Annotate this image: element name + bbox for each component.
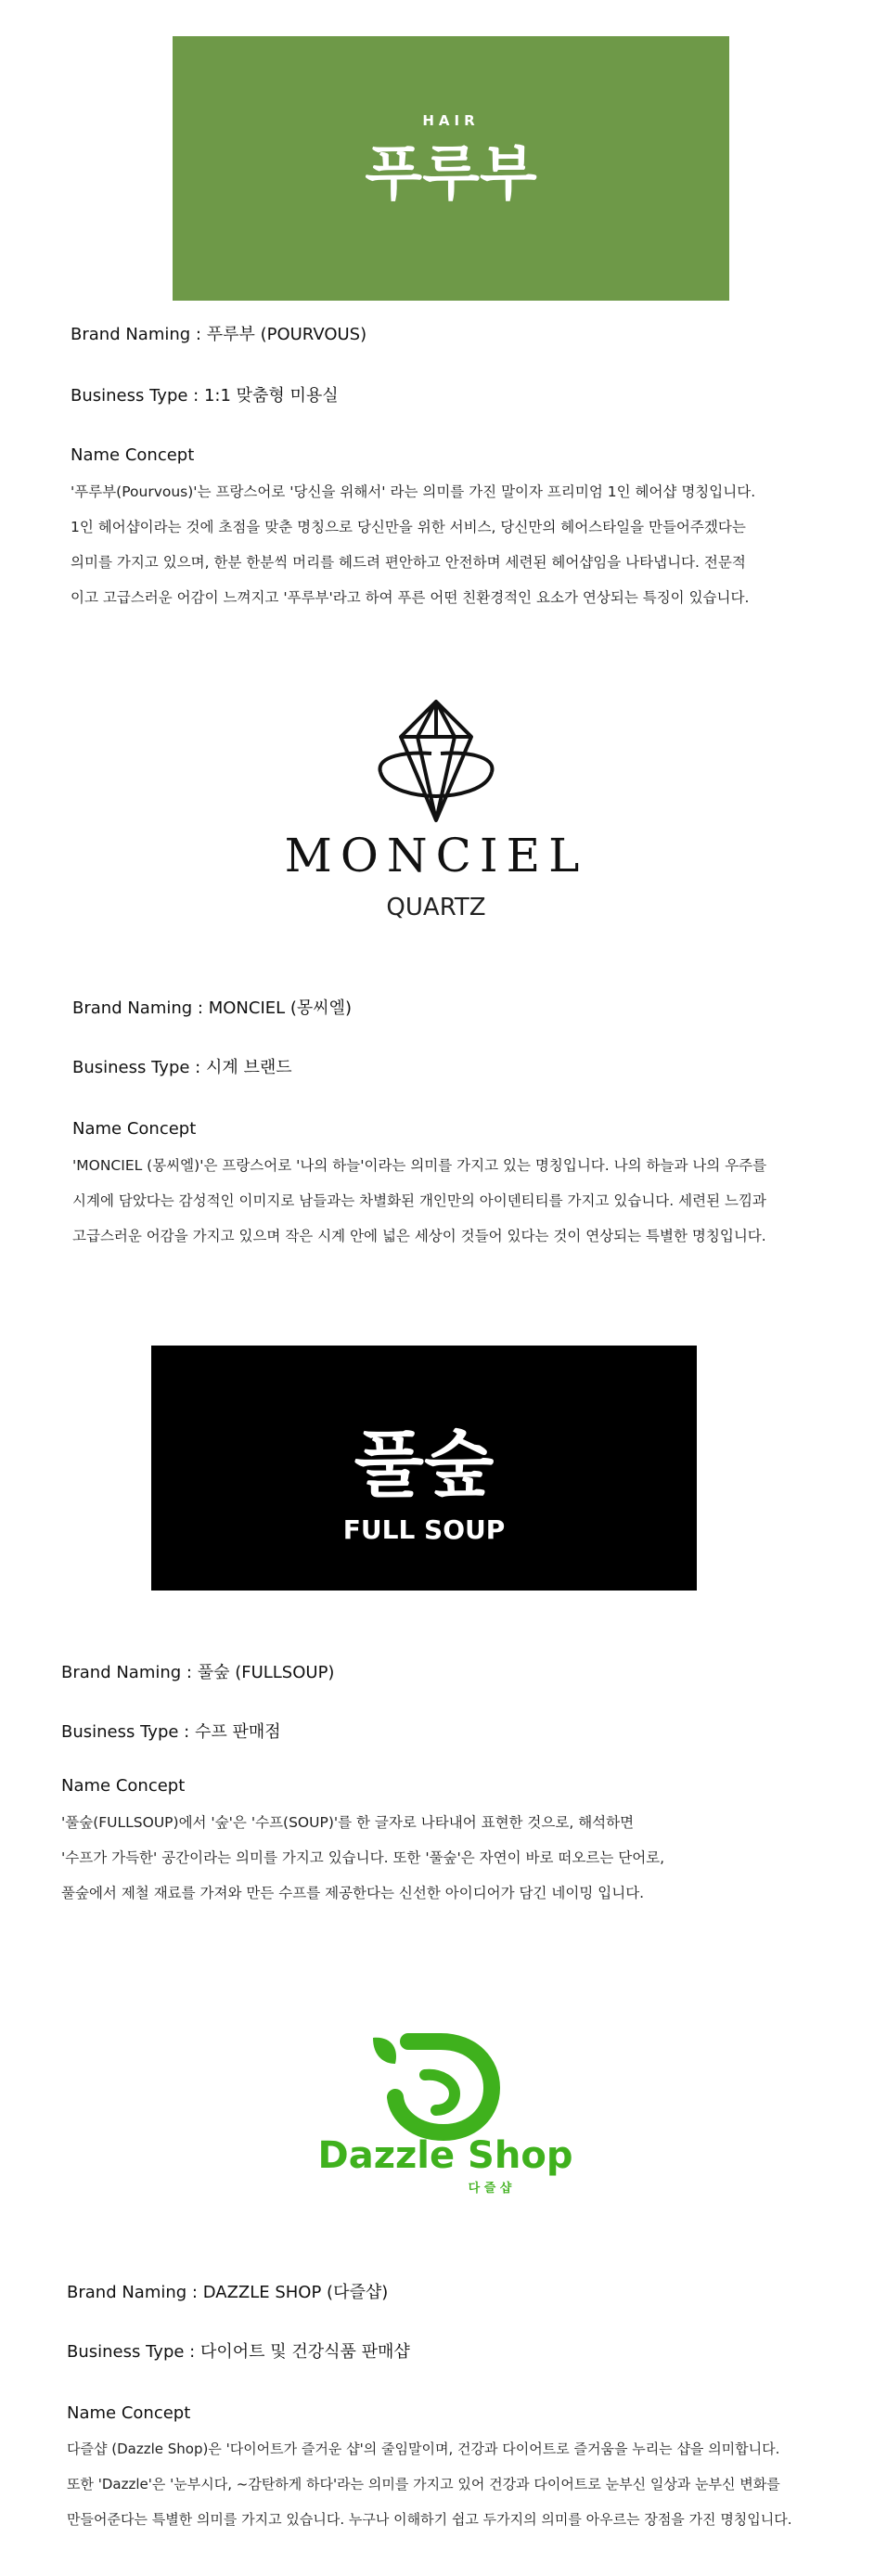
- fullsoup-logo-graphic: [151, 1346, 697, 1591]
- pourvous-concept-line: 1인 헤어샵이라는 것에 초점을 맞춘 명칭으로 당신만을 위한 서비스, 당신만의 헤어스타일을 만들어주겠다는: [71, 519, 746, 535]
- fullsoup-brand-naming: Brand Naming : 풀숲 (FULLSOUP): [61, 1663, 335, 1682]
- fullsoup-logo-sub-text: FULL SOUP: [342, 1514, 506, 1545]
- pourvous-logo-small-text: HAIR: [422, 112, 480, 129]
- dazzle-logo-sub-text: 다 즐 샵: [468, 2182, 512, 2196]
- pourvous-concept-title: Name Concept: [71, 445, 195, 465]
- dazzle-business-type: Business Type : 다이어트 및 건강식품 판매샵: [67, 2342, 410, 2362]
- pourvous-logo: [173, 36, 729, 301]
- leaf-d-icon: [373, 2038, 492, 2132]
- pourvous-brand-naming: Brand Naming : 푸루부 (POURVOUS): [71, 325, 367, 344]
- monciel-concept-title: Name Concept: [72, 1119, 197, 1139]
- pourvous-logo-main-text: 푸루부: [365, 140, 537, 209]
- monciel-concept-line: 'MONCIEL (몽씨엘)'은 프랑스어로 '나의 하늘'이라는 의미를 가지고 있는 명칭입니다. 나의 하늘과 나의 우주를: [72, 1157, 767, 1174]
- fullsoup-concept-title: Name Concept: [61, 1776, 186, 1796]
- monciel-logo-sub-text: QUARTZ: [386, 894, 486, 921]
- monciel-concept-line: 고급스러운 어감을 가지고 있으며 작은 시계 안에 넓은 세상이 것들어 있다는 것이 연상되는 특별한 명칭입니다.: [72, 1228, 766, 1244]
- dazzle-concept-line: 다즐샵 (Dazzle Shop)은 '다이어트가 즐거운 샵'의 줄임말이며, 건강과 다이어트로 즐거움을 누리는 샵을 의미합니다.: [67, 2441, 780, 2457]
- pourvous-concept-line: 이고 고급스러운 어감이 느껴지고 '푸루부'라고 하여 푸른 어떤 친환경적인 요소가 연상되는 특징이 있습니다.: [71, 589, 750, 606]
- pourvous-logo-graphic: [173, 36, 729, 301]
- pourvous-concept-line: '푸루부(Pourvous)'는 프랑스어로 '당신을 위해서' 라는 의미를 가진 말이자 프리미엄 1인 헤어샵 명칭입니다.: [71, 483, 756, 500]
- dazzle-logo: [306, 2029, 585, 2196]
- pourvous-business-type: Business Type : 1:1 맞춤형 미용실: [71, 386, 339, 406]
- pourvous-concept-line: 의미를 가지고 있으며, 한분 한분씩 머리를 헤드려 편안하고 안전하며 세련된 헤어샵임을 나타냅니다. 전문적: [71, 554, 746, 571]
- dazzle-brand-naming: Brand Naming : DAZZLE SHOP (다즐샵): [67, 2283, 389, 2302]
- monciel-logo-main-text: MONCIEL: [284, 829, 588, 882]
- fullsoup-logo: [151, 1346, 697, 1591]
- dazzle-concept-title: Name Concept: [67, 2403, 191, 2423]
- monciel-logo: [241, 700, 631, 922]
- fullsoup-business-type: Business Type : 수프 판매점: [61, 1722, 281, 1742]
- dazzle-logo-main-text: Dazzle Shop: [317, 2134, 573, 2177]
- dazzle-logo-graphic: [306, 2029, 585, 2196]
- fullsoup-concept-line: '풀숲(FULLSOUP)에서 '숲'은 '수프(SOUP)'를 한 글자로 나타내어 표현한 것으로, 해석하면: [61, 1814, 635, 1831]
- dazzle-concept-line: 만들어준다는 특별한 의미를 가지고 있습니다. 누구나 이해하기 쉽고 두가지의 의미를 아우르는 장점을 가진 명칭입니다.: [67, 2511, 792, 2528]
- fullsoup-logo-main-text: 풀숲: [354, 1423, 495, 1507]
- fullsoup-concept-line: '수프가 가득한' 공간이라는 의미를 가지고 있습니다. 또한 '풀숲'은 자연이 바로 떠오르는 단어로,: [61, 1849, 665, 1866]
- dazzle-concept-line: 또한 'Dazzle'은 '눈부시다, ~감탄하게 하다'라는 의미를 가지고 있어 건강과 다이어트로 눈부신 일상과 눈부신 변화를: [67, 2476, 780, 2492]
- monciel-business-type: Business Type : 시계 브랜드: [72, 1058, 292, 1077]
- fullsoup-concept-line: 풀숲에서 제철 재료를 가져와 만든 수프를 제공한다는 신선한 아이디어가 담긴 네이밍 입니다.: [61, 1885, 645, 1901]
- monciel-concept-line: 시계에 담았다는 감성적인 이미지로 남들과는 차별화된 개인만의 아이덴티티를 가지고 있습니다. 세련된 느낌과: [72, 1192, 766, 1209]
- monciel-brand-naming: Brand Naming : MONCIEL (몽씨엘): [72, 998, 353, 1018]
- diamond-ring-icon: [380, 702, 493, 820]
- monciel-logo-graphic: [241, 700, 631, 922]
